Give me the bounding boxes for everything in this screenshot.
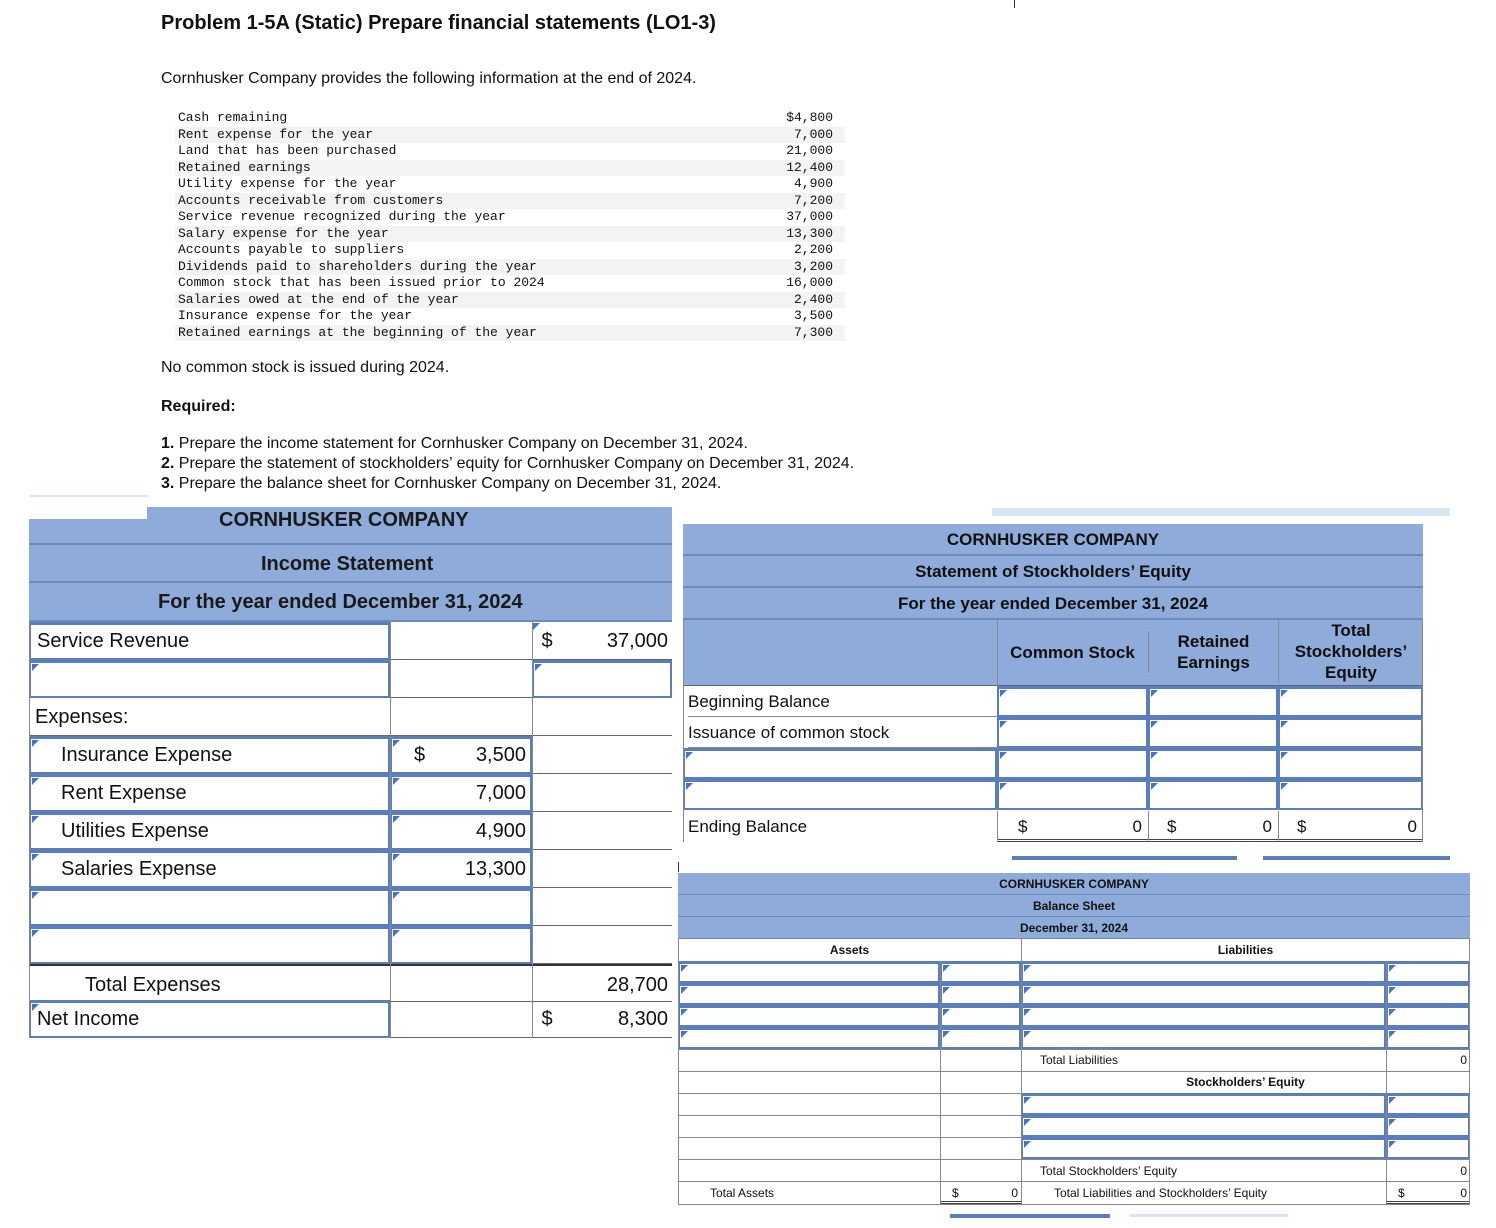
se-input[interactable] (1278, 779, 1423, 810)
row-input[interactable] (683, 748, 997, 779)
se-input[interactable] (997, 779, 1148, 810)
expense-label-salaries[interactable]: Salaries Expense (29, 850, 390, 888)
is-row-expense (29, 812, 672, 850)
decor-bar (1263, 856, 1450, 860)
data-row (175, 160, 845, 177)
revenue-dollar: $ (532, 622, 562, 660)
data-row-value: 7,200 (793, 192, 833, 208)
data-row-label: Accounts payable to suppliers (178, 242, 405, 257)
total-le-value: $ 0 (1386, 1182, 1470, 1204)
data-row (175, 110, 845, 127)
expense-label-input[interactable] (29, 926, 390, 964)
equity-label-input[interactable] (1021, 1093, 1386, 1115)
data-row-value: 37,000 (786, 209, 833, 224)
se-input[interactable] (997, 748, 1148, 779)
se-input[interactable] (1148, 748, 1278, 779)
problem-intro: Cornhusker Company provides the following information at the end of 2024. (161, 70, 697, 87)
se-input[interactable] (1278, 748, 1423, 779)
asset-value-input[interactable] (940, 961, 1021, 983)
liability-value-input[interactable] (1386, 1005, 1470, 1027)
asset-value-input[interactable] (940, 983, 1021, 1005)
income-statement (29, 507, 672, 1038)
data-row-value: 4,900 (793, 176, 833, 191)
expense-label-input[interactable] (29, 888, 390, 926)
required-steps (161, 434, 854, 494)
is-row-blank (29, 660, 672, 698)
data-row (175, 127, 845, 144)
data-row-value: 16,000 (786, 275, 833, 290)
revenue-label[interactable]: Service Revenue (29, 622, 390, 660)
liability-label-input[interactable] (1021, 961, 1386, 983)
se-input[interactable] (1278, 717, 1423, 748)
decor-bar (1012, 856, 1237, 860)
total-liabilities-value: 0 (1460, 1053, 1467, 1067)
decor-bar (950, 1214, 1110, 1218)
data-row (175, 325, 845, 342)
se-header: Stockholders’ Equity (1186, 1075, 1305, 1089)
expense-input-salaries[interactable]: 13,300 (390, 850, 532, 888)
stockholders-equity-statement (683, 524, 1423, 844)
col-total-equity: Total Stockholders’ Equity (1278, 620, 1423, 683)
se-input[interactable] (1278, 686, 1423, 717)
equity-value-input[interactable] (1386, 1115, 1470, 1137)
is-row-net-income (29, 1000, 672, 1038)
step-1: 1. Prepare the income statement for Cornhusker Company on December 31, 2024. (161, 435, 748, 452)
is-company: CORNHUSKER COMPANY (29, 507, 672, 545)
se-period: For the year ended December 31, 2024 (683, 588, 1423, 620)
given-data-table (175, 110, 845, 341)
is-row-expense (29, 774, 672, 812)
net-income-label[interactable]: Net Income (29, 1000, 390, 1038)
decor-bar (1130, 1214, 1288, 1217)
is-row-revenue (29, 622, 672, 660)
ending-total-equity: $ 0 (1278, 811, 1423, 842)
se-input[interactable] (997, 686, 1148, 717)
data-row-label: Salaries owed at the end of the year (178, 291, 459, 307)
data-row-label: Land that has been purchased (178, 143, 397, 158)
data-row-value: 2,200 (793, 242, 833, 257)
col-common-stock: Common Stock (997, 620, 1147, 686)
row-beginning-balance: Beginning Balance (688, 686, 997, 717)
se-input[interactable] (1148, 717, 1278, 748)
total-expenses-value: 28,700 (606, 974, 668, 996)
data-row (175, 308, 845, 325)
liability-value-input[interactable] (1386, 983, 1470, 1005)
data-row-label: Retained earnings at the beginning of the year (178, 324, 537, 340)
liability-value-input[interactable] (1386, 1027, 1470, 1049)
data-row-value: 7,000 (793, 126, 833, 142)
data-row (175, 226, 845, 243)
data-row-value: 21,000 (786, 143, 833, 158)
required-heading: Required: (161, 398, 236, 415)
data-row-label: Salary expense for the year (178, 225, 389, 241)
liability-value-input[interactable] (1386, 961, 1470, 983)
data-row-label: Insurance expense for the year (178, 308, 413, 323)
data-row-label: Dividends paid to shareholders during the year (178, 258, 537, 274)
row-input[interactable] (683, 779, 997, 810)
divider (992, 508, 1450, 516)
se-input[interactable] (997, 717, 1148, 748)
data-row-label: Utility expense for the year (178, 176, 397, 191)
equity-label-input[interactable] (1021, 1137, 1386, 1159)
problem-note: No common stock is issued during 2024. (161, 359, 450, 376)
liabilities-header: Liabilities (1217, 943, 1274, 957)
row-issuance: Issuance of common stock (688, 717, 997, 748)
expenses-label: Expenses: (35, 706, 129, 728)
bs-date: December 31, 2024 (678, 917, 1470, 939)
data-row-label: Rent expense for the year (178, 126, 374, 142)
data-row-value: 13,300 (786, 225, 833, 241)
data-row (175, 193, 845, 210)
equity-value-input[interactable] (1386, 1137, 1470, 1159)
asset-label-input[interactable] (678, 1027, 940, 1049)
liability-label-input[interactable] (1021, 1027, 1386, 1049)
asset-label-input[interactable] (678, 1005, 940, 1027)
is-row-expense-blank (29, 926, 672, 964)
data-row (175, 292, 845, 309)
total-expenses-label: Total Expenses (85, 974, 221, 996)
data-row-value: 3,200 (793, 258, 833, 274)
data-row (175, 242, 845, 259)
total-se-value: 0 (1460, 1164, 1467, 1178)
expense-label-insurance[interactable]: Insurance Expense (29, 736, 390, 774)
data-row-value: 3,500 (793, 308, 833, 323)
blank-value-input[interactable] (532, 660, 672, 698)
bs-company: CORNHUSKER COMPANY (678, 873, 1470, 895)
asset-value-input[interactable] (940, 1027, 1021, 1049)
equity-label-input[interactable] (1021, 1115, 1386, 1137)
net-income-dollar: $ (541, 1008, 553, 1030)
data-row (175, 176, 845, 193)
divider (1014, 0, 1015, 8)
data-row-label: Retained earnings (178, 159, 311, 175)
balance-sheet (678, 873, 1470, 1208)
data-row-label: Accounts receivable from customers (178, 192, 444, 208)
problem-title: Problem 1-5A (Static) Prepare financial statements (LO1-3) (161, 12, 716, 34)
bs-title: Balance Sheet (678, 895, 1470, 917)
divider (678, 862, 679, 872)
total-se-label: Total Stockholders’ Equity (1040, 1164, 1177, 1178)
liability-label-input[interactable] (1021, 983, 1386, 1005)
asset-label-input[interactable] (678, 961, 940, 983)
col-retained-earnings: Retained Earnings (1148, 631, 1278, 673)
ending-common-stock: $ 0 (997, 811, 1148, 842)
revenue-value[interactable]: 37,000 (606, 630, 668, 652)
is-row-expense (29, 850, 672, 888)
step-2: 2. Prepare the statement of stockholders’ equity for Cornhusker Company on December 31, 2024. (161, 455, 855, 472)
se-input[interactable] (1148, 779, 1278, 810)
assets-header: Assets (829, 943, 870, 957)
expense-value-input[interactable] (390, 926, 532, 964)
data-row-label: Common stock that has been issued prior to 2024 (178, 275, 545, 290)
is-period: For the year ended December 31, 2024 (29, 583, 672, 622)
is-row-expenses (29, 698, 672, 736)
total-assets-value: $ 0 (940, 1182, 1021, 1204)
data-row-value: 12,400 (786, 159, 833, 175)
se-company: CORNHUSKER COMPANY (683, 524, 1423, 556)
divider (29, 495, 149, 497)
data-row (175, 275, 845, 292)
data-row (175, 209, 845, 226)
data-row-label: Service revenue recognized during the year (178, 209, 506, 224)
net-income-value: 8,300 (617, 1008, 668, 1030)
is-row-total-expenses (29, 964, 672, 1002)
se-input[interactable] (1148, 686, 1278, 717)
is-row-expense (29, 736, 672, 774)
total-le-label: Total Liabilities and Stockholders’ Equity (1054, 1186, 1268, 1200)
blank-input[interactable] (29, 660, 390, 698)
total-liabilities-label: Total Liabilities (1040, 1053, 1119, 1067)
expense-input-utilities[interactable]: 4,900 (390, 812, 532, 850)
ending-retained-earnings: $ 0 (1148, 811, 1278, 842)
equity-value-input[interactable] (1386, 1093, 1470, 1115)
data-row-value: 7,300 (793, 324, 833, 340)
expense-value-input[interactable] (390, 888, 532, 926)
expense-label-rent[interactable]: Rent Expense (29, 774, 390, 812)
expense-input-rent[interactable]: 7,000 (390, 774, 532, 812)
data-row (175, 143, 845, 160)
row-ending-balance: Ending Balance (688, 817, 808, 836)
se-title: Statement of Stockholders’ Equity (683, 556, 1423, 588)
is-row-expense-blank (29, 888, 672, 926)
data-row-label: Cash remaining (178, 110, 288, 125)
step-3: 3. Prepare the balance sheet for Cornhusker Company on December 31, 2024. (161, 475, 722, 492)
is-title: Income Statement (29, 545, 672, 583)
data-row-value: 2,400 (793, 291, 833, 307)
expense-input-insurance[interactable]: $ 3,500 (390, 736, 532, 774)
asset-value-input[interactable] (940, 1005, 1021, 1027)
liability-label-input[interactable] (1021, 1005, 1386, 1027)
data-row-value: $4,800 (786, 110, 833, 125)
total-assets-label: Total Assets (710, 1186, 775, 1200)
asset-label-input[interactable] (678, 983, 940, 1005)
data-row (175, 259, 845, 276)
expense-label-utilities[interactable]: Utilities Expense (29, 812, 390, 850)
